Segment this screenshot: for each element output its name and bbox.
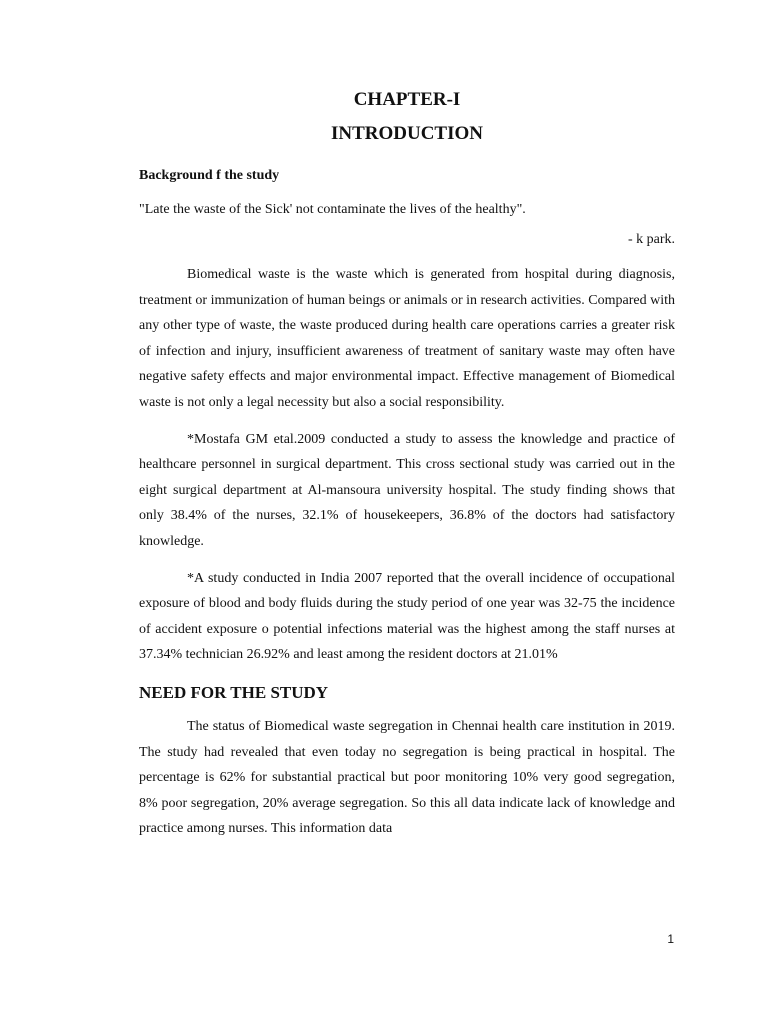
quote-author: - k park. (627, 232, 675, 247)
quote: "Late the waste of the Sick' not contaminate the lives of the healthy". (139, 202, 526, 217)
chapter-subtitle: INTRODUCTION (330, 123, 484, 144)
background-heading: Background f the study (139, 168, 280, 183)
chapter-title: CHAPTER-I (353, 89, 461, 110)
paragraph-segregation-status: The status of Biomedical waste segregation in Chennai health care institution in 2019. The study had revealed that even today no segregation is being practical in hospital. The percentage is 62% for substantial practical but poor monitoring 10% very good segregation, 8% poor segregation, 20% average segregation. So this all data indicate lack of knowledge and practice among nurses. This information data (139, 718, 675, 837)
paragraph-biomedical-waste: Biomedical waste is the waste which is generated from hospital during diagnosis, treatment or immunization of human beings or animals or in research activities. Compared with any other type of waste, the waste produced during health care operations carries a greater risk of infection and injury, insufficient awareness of treatment of sanitary waste may often have negative safety effects and major environmental impact. Effective management of Biomedical waste is not only a legal necessity but also a social responsibility. (139, 267, 675, 410)
paragraph-india-study: *A study conducted in India 2007 reported that the overall incidence of occupational exposure of blood and body fluids during the study period of one year was 32-75 the incidence of accident exposure o potential infections material was the highest among the staff nurses at 37.34% technician 26.92% and least among the resident doctors at 21.01% (139, 570, 675, 663)
need-heading: NEED FOR THE STUDY (139, 682, 329, 702)
page-content (139, 88, 675, 842)
paragraph-mostafa-study: *Mostafa GM etal.2009 conducted a study to assess the knowledge and practice of healthcare personnel in surgical department. This cross sectional study was carried out in the eight surgical department at Al-mansoura university hospital. The study finding shows that only 38.4% of the nurses, 32.1% of housekeepers, 36.8% of the doctors had satisfactory knowledge. (139, 431, 675, 549)
page-number: 1 (667, 932, 674, 946)
